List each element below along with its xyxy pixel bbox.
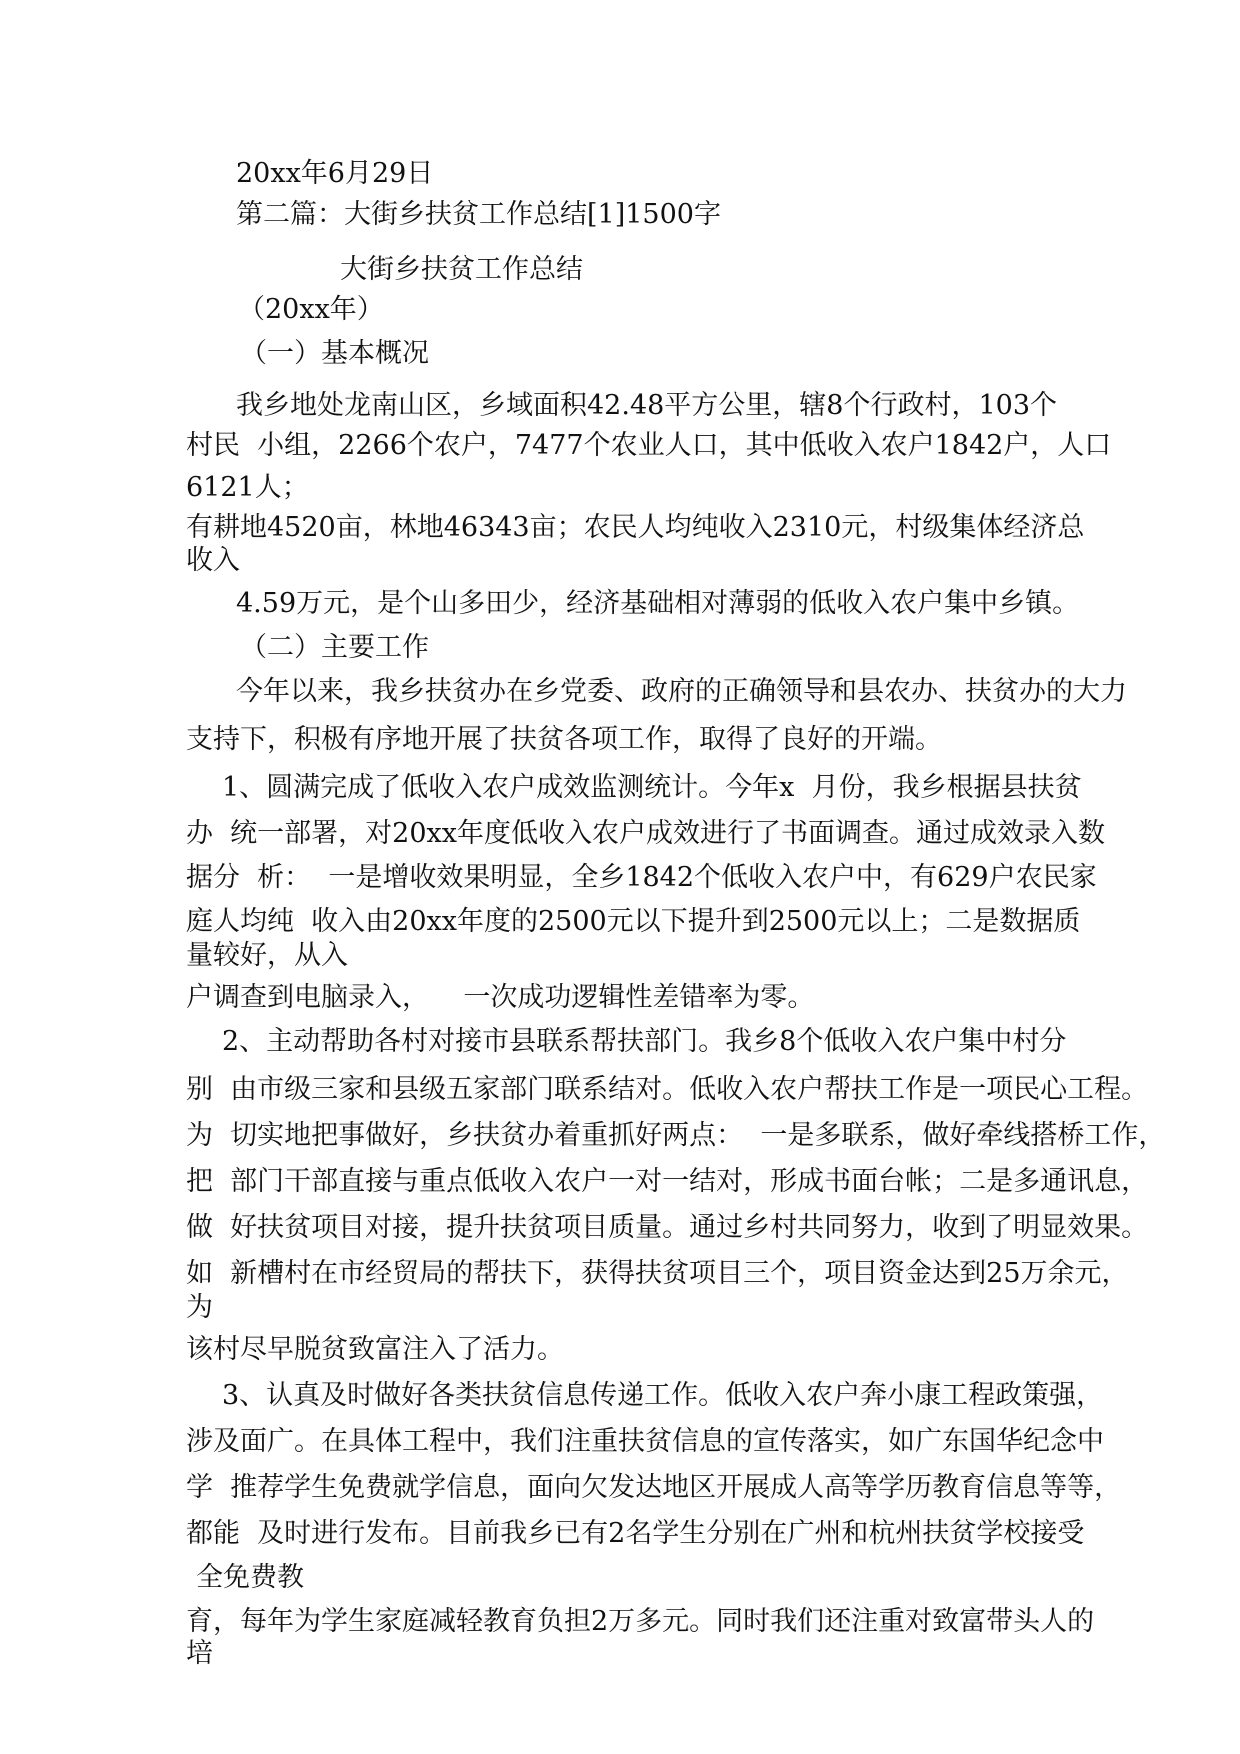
chapter-heading: 第二篇：大街乡扶贫工作总结[1]1500字 (236, 199, 721, 230)
paragraph-line: 支持下，积极有序地开展了扶贫各项工作，取得了良好的开端。 (186, 724, 942, 755)
paragraph-line: 我乡地处龙南山区，乡域面积42.48平方公里，辖8个行政村，103个 (236, 390, 1058, 421)
paragraph-line: 有耕地4520亩，林地46343亩；农民人均纯收入2310元，村级集体经济总 (186, 512, 1085, 543)
paragraph-line: 量较好，从入 (186, 940, 348, 971)
paragraph-line: 别 由市级三家和县级五家部门联系结对。低收入农户帮扶工作是一项民心工程。 (186, 1074, 1149, 1105)
paragraph-line: 为 切实地把事做好，乡扶贫办着重抓好两点： 一是多联系，做好牵线搭桥工作， (186, 1120, 1166, 1151)
paragraph-line: 为 (186, 1292, 213, 1323)
paragraph-line: 涉及面广。在具体工程中，我们注重扶贫信息的宣传落实，如广东国华纪念中 (186, 1426, 1104, 1457)
paragraph-line: 办 统一部署，对20xx年度低收入农户成效进行了书面调查。通过成效录入数 (186, 818, 1105, 849)
paragraph-line: 4.59万元，是个山多田少，经济基础相对薄弱的低收入农户集中乡镇。 (236, 588, 1080, 619)
paragraph-line: 2、主动帮助各村对接市县联系帮扶部门。我乡8个低收入农户集中村分 (222, 1026, 1067, 1057)
paragraph-line: 做 好扶贫项目对接，提升扶贫项目质量。通过乡村共同努力，收到了明显效果。 (186, 1212, 1149, 1243)
section-heading-1: （一）基本概况 (240, 338, 429, 369)
paragraph-line: 全免费教 (196, 1562, 304, 1593)
paragraph-line: 收入 (186, 545, 240, 576)
date-line: 20xx年6月29日 (236, 158, 434, 189)
paragraph-line: 培 (186, 1638, 213, 1669)
paragraph-line: 把 部门干部直接与重点低收入农户一对一结对，形成书面台帐；二是多通讯息， (186, 1166, 1149, 1197)
paragraph-line: 该村尽早脱贫致富注入了活力。 (186, 1334, 564, 1365)
paragraph-line: 今年以来，我乡扶贫办在乡党委、政府的正确领导和县农办、扶贫办的大力 (236, 676, 1127, 707)
section-heading-2: （二）主要工作 (240, 632, 429, 663)
paragraph-line: 庭人均纯 收入由20xx年度的2500元以下提升到2500元以上；二是数据质 (186, 906, 1081, 937)
paragraph-line: 1、圆满完成了低收入农户成效监测统计。今年x 月份，我乡根据县扶贫 (222, 772, 1082, 803)
paragraph-line: 村民 小组，2266个农户，7477个农业人口，其中低收入农户1842户，人口 (186, 430, 1112, 461)
paragraph-line: 户调查到电脑录入， 一次成功逻辑性差错率为零。 (186, 982, 815, 1013)
year-line: （20xx年） (238, 294, 384, 325)
paragraph-line: 如 新槽村在市经贸局的帮扶下，获得扶贫项目三个，项目资金达到25万余元， (186, 1258, 1129, 1289)
paragraph-line: 育，每年为学生家庭减轻教育负担2万多元。同时我们还注重对致富带头人的 (186, 1606, 1095, 1637)
paragraph-line: 据分 析： 一是增收效果明显，全乡1842个低收入农户中，有629户农民家 (186, 862, 1097, 893)
document-title: 大街乡扶贫工作总结 (340, 254, 583, 285)
paragraph-line: 学 推荐学生免费就学信息，面向欠发达地区开展成人高等学历教育信息等等， (186, 1472, 1122, 1503)
paragraph-line: 6121人； (186, 472, 309, 503)
paragraph-line: 3、认真及时做好各类扶贫信息传递工作。低收入农户奔小康工程政策强， (222, 1380, 1104, 1411)
paragraph-line: 都能 及时进行发布。目前我乡已有2名学生分别在广州和杭州扶贫学校接受 (186, 1518, 1085, 1549)
